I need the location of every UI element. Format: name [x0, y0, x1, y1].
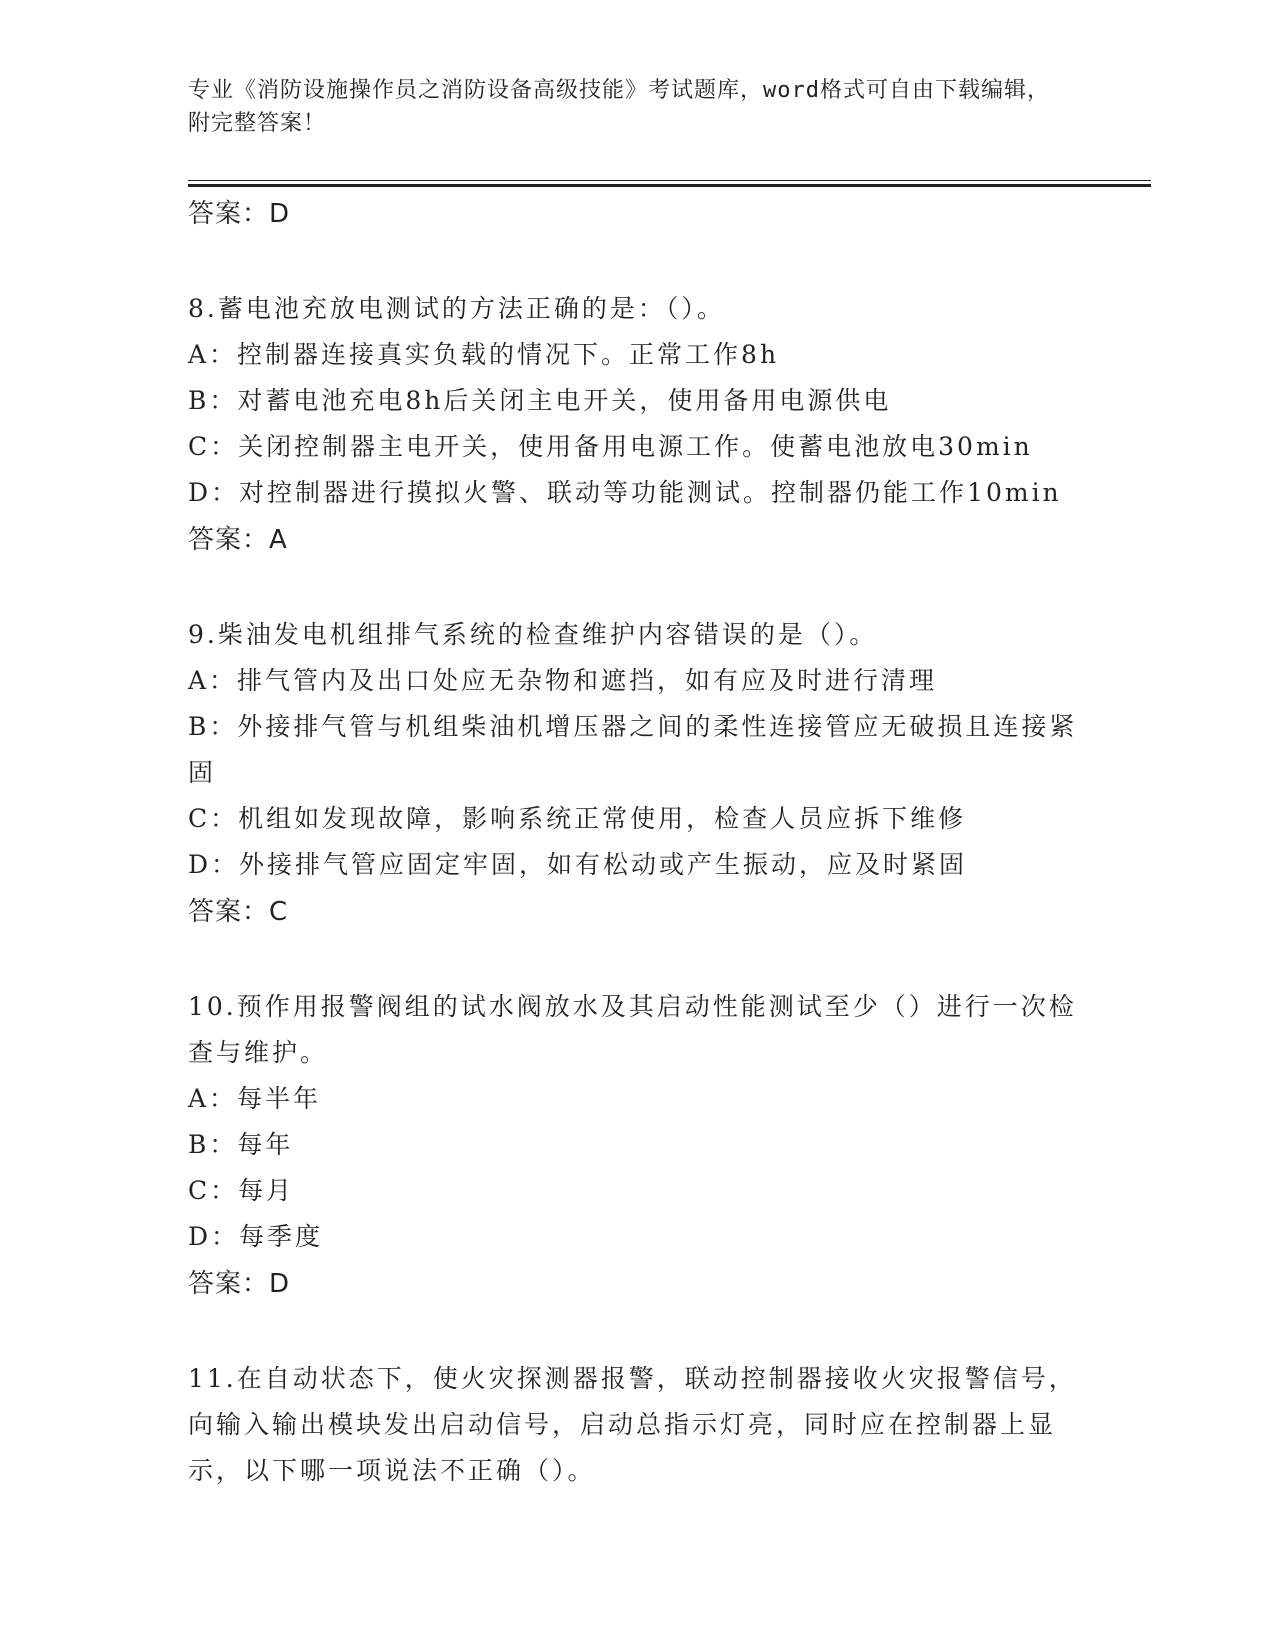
header-rule-thin — [188, 180, 1151, 181]
option-c: C：每月 — [188, 1176, 295, 1205]
question-11 — [188, 1356, 1088, 1494]
answer: 答案：D — [188, 1269, 291, 1299]
question-text: 9.柴油发电机组排气系统的检查维护内容错误的是（）。 — [188, 620, 878, 649]
question-9 — [188, 612, 1088, 936]
answer: 答案：A — [188, 525, 288, 555]
option-d: D：外接排气管应固定牢固，如有松动或产生振动，应及时紧固 — [188, 850, 968, 879]
answer: 答案：C — [188, 897, 289, 927]
option-c: C：机组如发现故障，影响系统正常使用，检查人员应拆下维修 — [188, 804, 967, 833]
option-a: A：控制器连接真实负载的情况下。正常工作8h — [188, 340, 780, 369]
document-content — [188, 190, 1088, 1494]
option-c: C：关闭控制器主电开关，使用备用电源工作。使蓄电池放电30min — [188, 432, 1033, 461]
question-text: 8.蓄电池充放电测试的方法正确的是：（）。 — [188, 294, 725, 323]
spacer — [188, 564, 1088, 612]
option-b: B：每年 — [188, 1130, 294, 1159]
spacer — [188, 936, 1088, 984]
option-d: D：对控制器进行摸拟火警、联动等功能测试。控制器仍能工作10min — [188, 478, 1062, 507]
option-b: B：对蓄电池充电8h后关闭主电开关，使用备用电源供电 — [188, 386, 892, 415]
question-8 — [188, 286, 1088, 564]
header-rule-thick — [188, 184, 1151, 187]
question-text: 10.预作用报警阀组的试水阀放水及其启动性能测试至少（）进行一次检查与维护。 — [188, 992, 1077, 1067]
option-d: D：每季度 — [188, 1222, 324, 1251]
option-a: A：排气管内及出口处应无杂物和遮挡，如有应及时进行清理 — [188, 666, 938, 695]
spacer — [188, 1308, 1088, 1356]
answer-prev: 答案：D — [188, 199, 291, 229]
option-a: A：每半年 — [188, 1084, 322, 1113]
option-b: B：外接排气管与机组柴油机增压器之间的柔性连接管应无破损且连接紧固 — [188, 712, 1078, 787]
spacer — [188, 238, 1088, 286]
question-text: 11.在自动状态下，使火灾探测器报警，联动控制器接收火灾报警信号，向输入输出模块发出启动信号，启动总指示灯亮，同时应在控制器上显示，以下哪一项说法不正确（）。 — [188, 1364, 1077, 1485]
question-10 — [188, 984, 1088, 1308]
document-header: 专业《消防设施操作员之消防设备高级技能》考试题库，word格式可自由下载编辑，附完整答案！ — [188, 78, 1050, 136]
